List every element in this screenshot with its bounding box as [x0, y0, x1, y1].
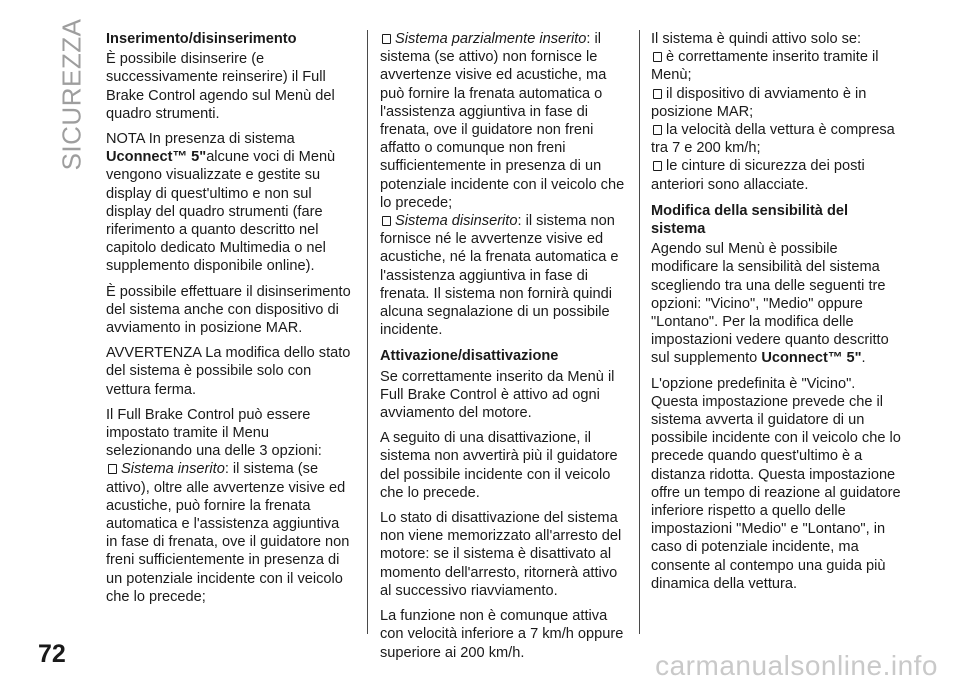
paragraph: Lo stato di disattivazione del sistema non viene memorizzato all'arresto del motore: se il sistema è disattivato al momento dell'arresto, ritornerà attivo al successivo riavviamento. — [380, 510, 622, 599]
paragraph: L'opzione predefinita è "Vicino". Questa impostazione prevede che il sistema avverta il guidatore di un possibile incidente con il veicolo che lo precede quando quest'ultimo è a distanza ridotta. Questa impostazione offre un tempo di reazione al guidatore inferiore rispetto a quello delle impostazioni "Medio" e "Lontano", in caso di potenziale incidente, ma consente al contempo una guida più dinamica della vettura. — [651, 375, 901, 592]
page-number: 72 — [38, 640, 66, 668]
checkbox-bullet-icon — [382, 34, 391, 44]
column-divider-left — [367, 30, 368, 634]
watermark: carmanualsonline.info — [655, 650, 938, 681]
checkbox-bullet-icon — [108, 464, 117, 474]
list-item: la velocità della vettura è compresa tra 7 e 200 km/h; — [651, 122, 895, 157]
checkbox-bullet-icon — [653, 125, 662, 135]
list-item: il dispositivo di avviamento è in posizione MAR; — [651, 85, 867, 120]
paragraph: Il Full Brake Control può essere impostato tramite il Menu selezionando una delle 3 opzioni: — [106, 406, 322, 460]
paragraph: La funzione non è comunque attiva con velocità inferiore a 7 km/h oppure superiore ai 200 km/h. — [380, 608, 624, 661]
paragraph: Se correttamente inserito da Menù il Full Brake Control è attivo ad ogni avviamento del motore. — [380, 368, 615, 422]
heading-sensibilita: Modifica della sensibilità del sistema — [651, 202, 849, 238]
text-column-1 — [106, 30, 354, 606]
list-item: è correttamente inserito tramite il Menù; — [651, 49, 879, 84]
heading-attivazione: Attivazione/disattivazione — [380, 348, 559, 365]
checkbox-bullet-icon — [653, 161, 662, 171]
heading-inserimento: Inserimento/disinserimento — [106, 31, 297, 47]
checkbox-bullet-icon — [653, 52, 662, 62]
list-item: Sistema disinserito: il sistema non fornisce né le avvertenze visive ed acustiche, né la frenata automatica e l'assistenza aggiuntiva in fase di frenata. Il sistema non fornirà quindi alcuna segnalazione di un possibile incidente. — [380, 213, 619, 339]
checkbox-bullet-icon — [382, 216, 391, 226]
note-paragraph: NOTA In presenza di sistema Uconnect™ 5"alcune voci di Menù vengono visualizzate e gestite su display di quest'ultimo e non sul display del quadro strumenti (fare riferimento a quanto descritto nel capitolo dedicato Multimedia o nel supplemento disponibile online). — [106, 131, 336, 275]
paragraph: Agendo sul Menù è possibile modificare la sensibilità del sistema scegliendo tra una delle seguenti tre opzioni: "Vicino", "Medio" oppure "Lontano". Per la modifica delle impostazioni vedere quanto descritto sul supplemento Uconnect™ 5". — [651, 241, 889, 367]
paragraph: È possibile disinserire (e successivamente reinserire) il Full Brake Control agendo sul Menù del quadro strumenti. — [106, 51, 335, 122]
column-divider-right — [639, 30, 640, 634]
list-item: Sistema parzialmente inserito: il sistema (se attivo) non fornisce le avvertenze visive ed acustiche, ma può fornire la frenata automatica o l'assistenza aggiuntiva in fase di frenata, ove il guidatore non freni affatto o comunque non freni sufficientemente in presenza di un potenziale incidente con il veicolo che lo precede; — [380, 31, 625, 211]
paragraph: A seguito di una disattivazione, il sistema non avvertirà più il guidatore del possibile incidente con il veicolo che lo precede. — [380, 430, 618, 501]
checkbox-bullet-icon — [653, 89, 662, 99]
text-column-2 — [380, 30, 630, 669]
paragraph: È possibile effettuare il disinserimento del sistema anche con dispositivo di avviamento in posizione MAR. — [106, 283, 351, 337]
section-tab-label: SICUREZZA — [56, 18, 87, 170]
text-column-3 — [651, 30, 903, 600]
warning-paragraph: AVVERTENZA La modifica dello stato del sistema è possibile solo con vettura ferma. — [106, 345, 351, 398]
list-item: le cinture di sicurezza dei posti anteriori sono allacciate. — [651, 158, 865, 193]
list-item: Sistema inserito: il sistema (se attivo), oltre alle avvertenze visive ed acustiche, può fornire la frenata automatica e l'assistenza aggiuntiva in fase di frenata, ove il guidatore non freni sufficientemente in presenza di un potenziale incidente con il veicolo che lo precede; — [106, 461, 350, 605]
paragraph: Il sistema è quindi attivo solo se: — [651, 31, 862, 47]
section-tab — [52, 18, 92, 170]
